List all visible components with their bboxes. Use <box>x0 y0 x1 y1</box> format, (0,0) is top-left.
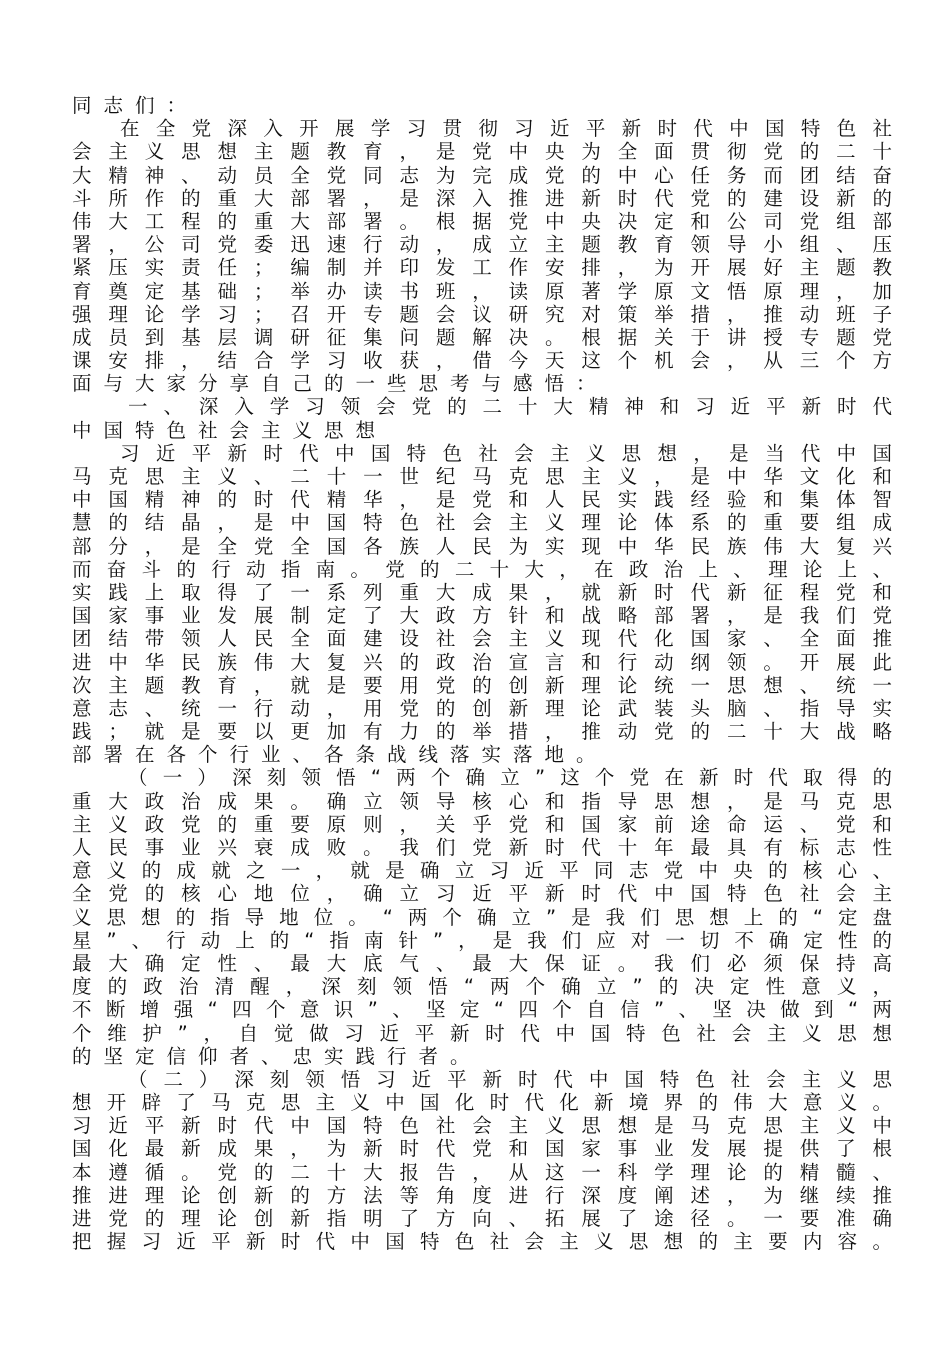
paragraph-line: 践；就是要以更加有力的举措，推动党的二十大战略 <box>72 720 892 744</box>
document-body <box>72 94 892 1253</box>
paragraph-line: 育奠定基础；举办读书班，读原著学原文悟原理，加 <box>72 279 892 303</box>
paragraph-line: 度的政治清醒，深刻领悟“两个确立”的决定性意义， <box>72 975 892 999</box>
paragraph-line: 国化最新成果，为新时代党和国家事业发展提供了根 <box>72 1137 892 1161</box>
subsection-heading: （一）深刻领悟“两个确立”这个党在新时代取得的 <box>128 766 892 790</box>
paragraph-line: 不断增强“四个意识”、坚定“四个自信”、坚决做到“两 <box>72 998 892 1022</box>
paragraph-line: 中国精神的时代精华，是党和人民实践经验和集体智 <box>72 488 892 512</box>
paragraph-line: 大精神、动员全党同志为完成党的中心任务而团结奋 <box>72 163 892 187</box>
paragraph-line: 进党的理论创新指明了方向、拓展了途径。一要准确 <box>72 1207 892 1230</box>
paragraph-line: 人民事业兴衰成败。我们党新时代十年最具有标志性 <box>72 836 892 859</box>
paragraph-line: 紧压实责任；编制并印发工作安排，为开展好主题教 <box>72 256 892 280</box>
paragraph-line: 全党的核心地位，确立习近平新时代中国特色社会主 <box>72 882 892 906</box>
paragraph-line: 团结带领人民全面建设社会主义现代化国家、全面推 <box>72 627 892 651</box>
paragraph-line: 习近平新时代中国特色社会主义思想是马克思主义中 <box>72 1114 892 1138</box>
paragraph-line: 部分，是全党全国各族人民为实现中华民族伟大复兴 <box>72 534 892 558</box>
paragraph-line: 重大政治成果。确立领导核心和指导思想，是马克思 <box>72 789 892 813</box>
paragraph-line: 习近平新时代中国特色社会主义思想，是当代中国 <box>120 441 892 465</box>
paragraph-line: 个维护”，自觉做习近平新时代中国特色社会主义思想 <box>72 1021 892 1045</box>
paragraph-line: 想开辟了马克思主义中国化时代化新境界的伟大意义。 <box>72 1091 892 1115</box>
paragraph-line: 强理论学习；召开专题会议研究对策举措，推动班子 <box>72 302 892 326</box>
paragraph-line: 课安排，结合学习收获，借今天这个机会，从三个方 <box>72 349 892 373</box>
paragraph-line: 面与大家分享自己的一些思考与感悟： <box>72 372 608 396</box>
paragraph-line: 的坚定信仰者、忠实践行者。 <box>72 1044 482 1068</box>
paragraph-line: 国家事业发展制定了大政方针和战略部署，是我们党 <box>72 604 892 628</box>
section-heading: 中国特色社会主义思想 <box>72 418 388 442</box>
paragraph-line: 斗所作的重大部署，是深入推进新时代党的建设新的 <box>72 186 892 210</box>
paragraph-line: 最大确定性、最大底气、最大保证。我们必须保持高 <box>72 951 892 975</box>
paragraph-line: 署，公司党委迅速行动，成立主题教育领导小组、压 <box>72 233 892 257</box>
paragraph-line: 成员到基层调研征集问题解决。根据关于讲授专题党 <box>72 325 892 349</box>
paragraph-line: 马克思主义、二十一世纪马克思主义，是中华文化和 <box>72 465 892 488</box>
paragraph-line: 伟大工程的重大部署。根据党中央决定和公司党组部 <box>72 209 892 233</box>
paragraph-line: 实践上取得了一系列重大成果，就新时代新征程党和 <box>72 580 892 604</box>
paragraph-line: 次主题教育，就是要用党的创新理论统一思想、统一 <box>72 673 892 697</box>
salutation: 同志们： <box>72 94 199 117</box>
paragraph-line: 把握习近平新时代中国特色社会主义思想的主要内容。 <box>72 1230 892 1254</box>
paragraph-line: 慧的结晶，是中国特色社会主义理论体系的重要组成 <box>72 511 892 535</box>
subsection-heading: （二）深刻领悟习近平新时代中国特色社会主义思 <box>128 1067 892 1091</box>
paragraph-line: 部署在各个行业、各条战线落实落地。 <box>72 743 608 767</box>
paragraph-line: 推进理论创新的方法等角度进行深度阐述，为继续推 <box>72 1183 892 1207</box>
paragraph-line: 会主义思想主题教育，是党中央为全面贯彻党的二十 <box>72 140 892 164</box>
section-heading: 一、深入学习领会党的二十大精神和习近平新时代 <box>128 395 892 419</box>
paragraph-line: 意义的成就之一，就是确立习近平同志党中央的核心、 <box>72 859 892 883</box>
paragraph-line: 本遵循。党的二十大报告，从这一科学理论的精髓、 <box>72 1160 892 1184</box>
paragraph-line: 进中华民族伟大复兴的政治宣言和行动纲领。开展此 <box>72 650 892 674</box>
paragraph-line: 在全党深入开展学习贯彻习近平新时代中国特色社 <box>120 117 892 141</box>
paragraph-line: 而奋斗的行动指南。党的二十大，在政治上、理论上、 <box>72 557 892 581</box>
paragraph-line: 星”、行动上的“指南针”，是我们应对一切不确定性的 <box>72 928 892 952</box>
paragraph-line: 主义政党的重要原则，关乎党和国家前途命运、党和 <box>72 812 892 836</box>
paragraph-line: 意志、统一行动，用党的创新理论武装头脑、指导实 <box>72 696 892 720</box>
paragraph-line: 义思想的指导地位。“两个确立”是我们思想上的“定盘 <box>72 905 892 929</box>
